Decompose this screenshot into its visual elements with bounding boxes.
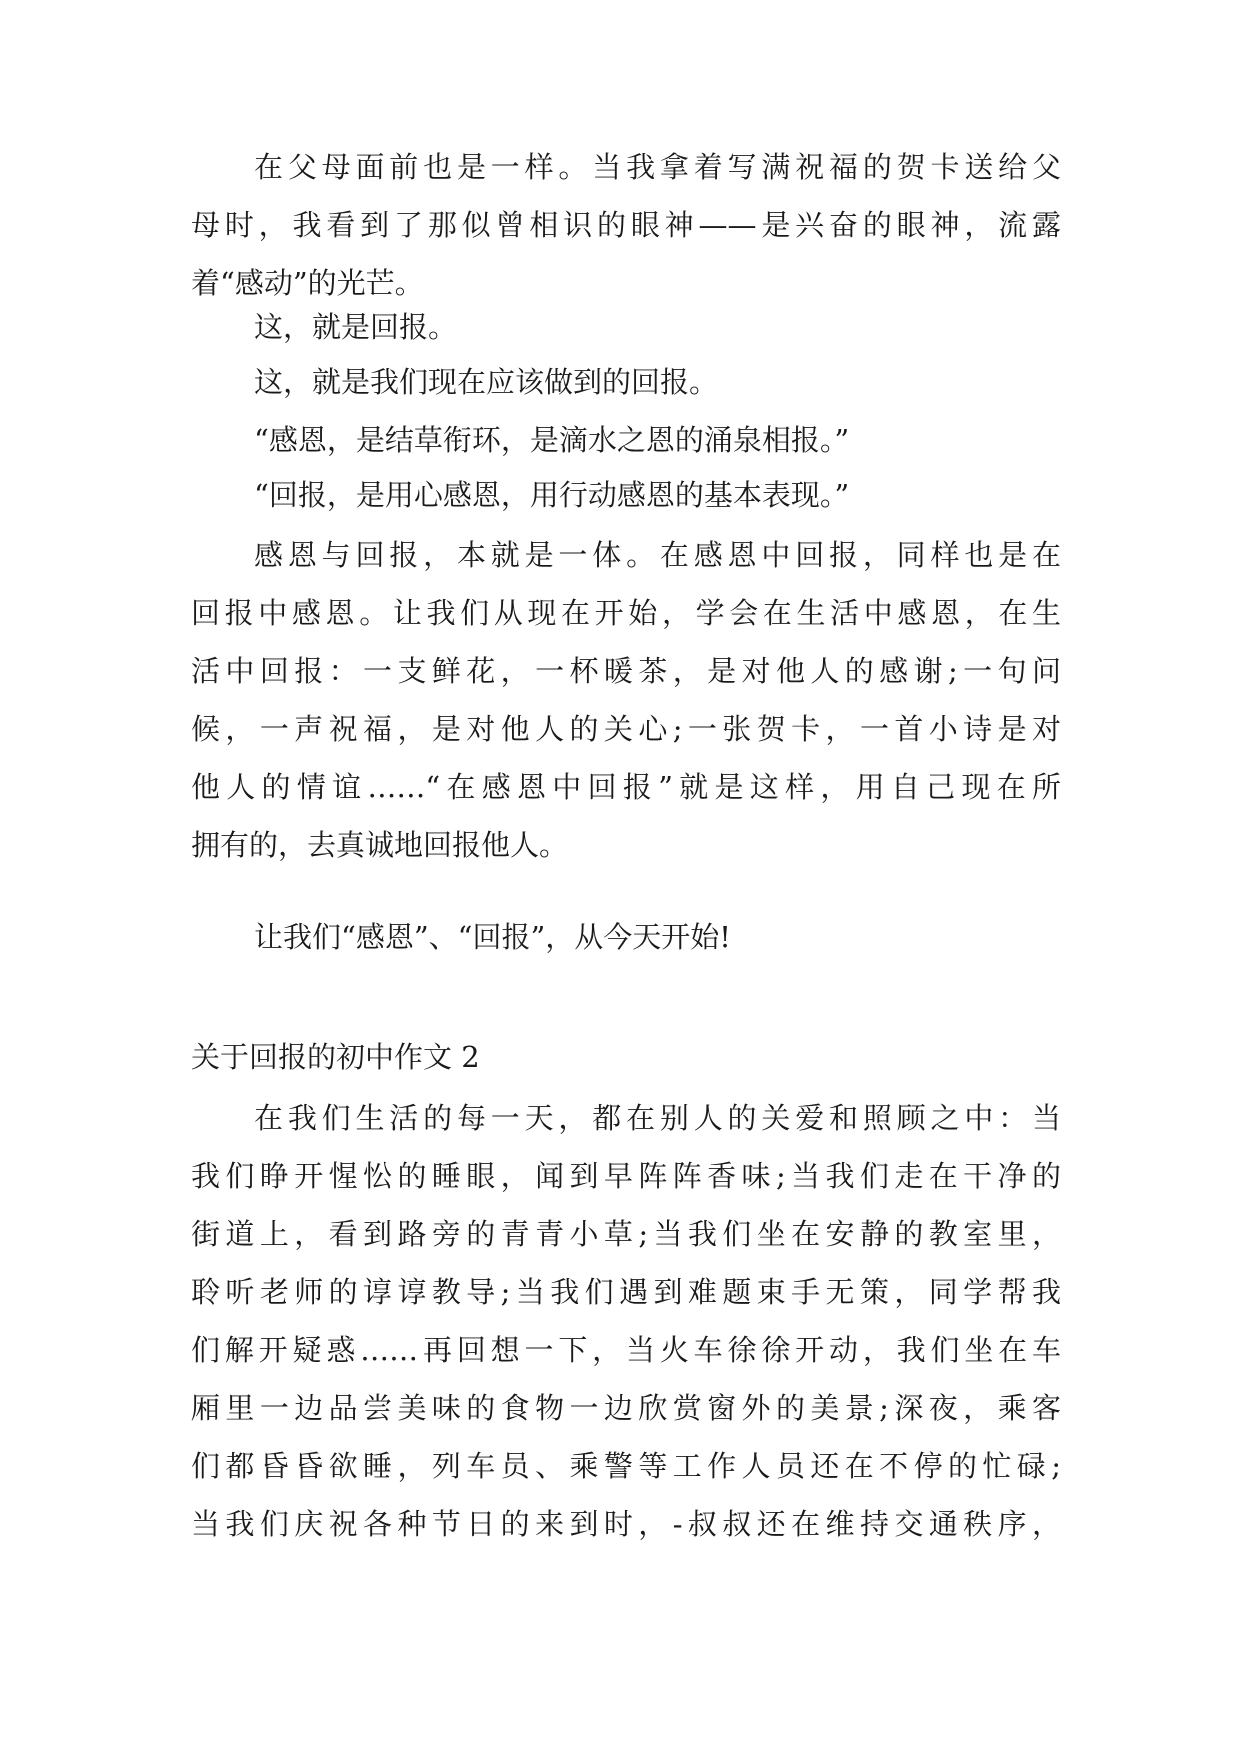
paragraph-line: 在父母面前也是一样。当我拿着写满祝福的贺卡送给父 (254, 150, 1061, 184)
paragraph-line: 我们睁开惺忪的睡眼，闻到早阵阵香味;当我们走在干净的 (191, 1159, 1061, 1193)
paragraph-line: 拥有的，去真诚地回报他人。 (191, 828, 569, 862)
paragraph-line: 候，一声祝福，是对他人的关心;一张贺卡，一首小诗是对 (191, 712, 1061, 746)
paragraph-line: 们都昏昏欲睡，列车员、乘警等工作人员还在不停的忙碌; (191, 1449, 1061, 1483)
quote-1: “感恩，是结草衔环，是滴水之恩的涌泉相报。” (254, 423, 850, 457)
paragraph-line: 母时，我看到了那似曾相识的眼神——是兴奋的眼神，流露 (191, 208, 1061, 242)
paragraph-line: 聆听老师的谆谆教导;当我们遇到难题束手无策，同学帮我 (191, 1275, 1061, 1309)
section-title: 关于回报的初中作文 2 (191, 1040, 480, 1074)
paragraph-4 (191, 526, 1061, 874)
paragraph-line: 活中回报：一支鲜花，一杯暖茶，是对他人的感谢;一句问 (191, 654, 1061, 688)
paragraph-line: 在我们生活的每一天，都在别人的关爱和照顾之中：当 (254, 1101, 1061, 1135)
paragraph-1 (191, 138, 1061, 312)
paragraph-5: 让我们“感恩”、“回报”，从今天开始! (254, 920, 731, 954)
paragraph-3: 这，就是我们现在应该做到的回报。 (254, 365, 719, 399)
paragraph-line: 着“感动”的光芒。 (191, 266, 424, 300)
paragraph-line: 感恩与回报，本就是一体。在感恩中回报，同样也是在 (254, 538, 1061, 572)
paragraph-line: 厢里一边品尝美味的食物一边欣赏窗外的美景;深夜，乘客 (191, 1391, 1061, 1425)
quote-2: “回报，是用心感恩，用行动感恩的基本表现。” (254, 478, 850, 512)
paragraph-line: 街道上，看到路旁的青青小草;当我们坐在安静的教室里， (191, 1217, 1061, 1251)
paragraph-line: 回报中感恩。让我们从现在开始，学会在生活中感恩，在生 (191, 596, 1061, 630)
paragraph-line: 他人的情谊……“在感恩中回报”就是这样，用自己现在所 (191, 770, 1061, 804)
paragraph-6 (191, 1089, 1061, 1553)
paragraph-line: 当我们庆祝各种节日的来到时，-叔叔还在维持交通秩序， (191, 1507, 1061, 1541)
paragraph-2: 这，就是回报。 (254, 310, 458, 344)
paragraph-line: 们解开疑惑……再回想一下，当火车徐徐开动，我们坐在车 (191, 1333, 1061, 1367)
